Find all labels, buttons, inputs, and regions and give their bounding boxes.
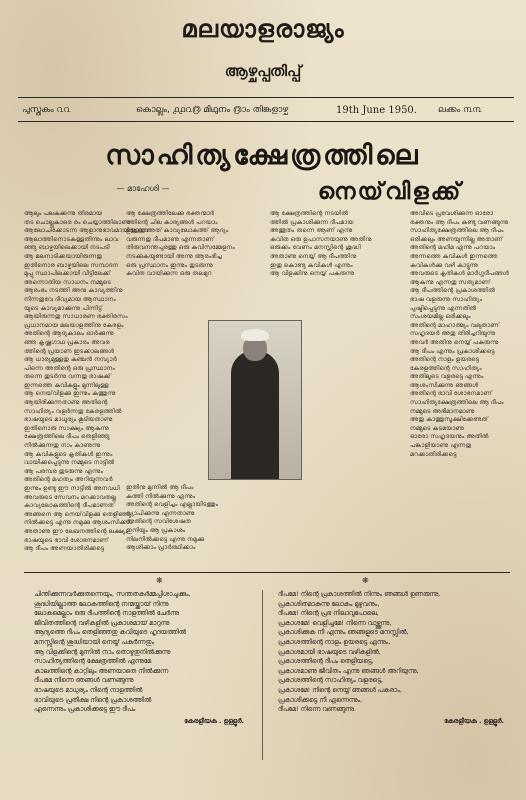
- article-text-line: അങ്ങനെ ആ നെയ്‌വിളക്കു തെളിഞ്ഞു: [24, 510, 131, 518]
- article-text-line: ആ ദീപം അണയാതിരിക്കട്ടെ: [24, 545, 105, 553]
- poem-line: ദീപമേ! നിന്റെ പ്രഭ നിലാവുപോലെ,: [278, 609, 379, 618]
- article-text-line: ത്തിന്റെ പ്രയാണ ഇടക്കാലങ്ങൾ: [24, 347, 115, 355]
- poem-line: സാഹിത്യത്തിന്റെ ക്ഷേത്രത്തിൽ എന്നുമേ: [34, 657, 152, 666]
- article-text-line: അതിന്റെ മഹത്വം അറിയുന്നവർ: [24, 476, 113, 484]
- article-text-line: നമ്മുടെ അഭിമാനമാണു: [410, 407, 475, 415]
- article-text-line: ഞ്ഞ കൃഷ്ണഗാഥ പ്രകാരം അവര: [24, 338, 110, 346]
- article-text-line: ഭക്തനും ആ ദീപം കണ്ടു വണങ്ങുന്നു: [410, 218, 509, 226]
- article-text-line: വ്യാപിക്കുന്നു എന്നതാണു: [126, 509, 195, 517]
- article-text-line: തട ചൊല്ലുകാരെ രം ചെയ്യാത്തിലാണു: [24, 218, 131, 226]
- article-text-line: ഓരോ സഹൃദയനും അതിൽ: [410, 433, 489, 441]
- dateline-rule: [18, 121, 514, 122]
- article-text-line: സഹൃദയർ അതു തിരിച്ചറിയുന്നു: [410, 330, 496, 338]
- article-text-line: ആലും പലകുക്കന്നു തിരമായ: [24, 210, 103, 217]
- poem-line: പ്രകാശത്തിന്റെ ദീപം തെളിയട്ടെ,: [278, 657, 374, 666]
- article-text-line: പ്രധാനമായ മലയാളത്തിനു കേരളം: [24, 321, 124, 329]
- article-text-line: കവിത ഒരു ഉപാസനയാണു അതിനു: [270, 235, 372, 243]
- article-text-line: അവരുടെ കൃതികൾ മാർഗ്ഗദീപങ്ങൾ: [410, 270, 509, 278]
- article-text-line: ഇതിനൊരു സാക്ഷ്യം ആകുന്നു: [24, 424, 109, 432]
- article-text-line: ഒരിക്കലും അണയുന്നില്ല അതാണ്: [410, 235, 503, 243]
- poem-line: പ്രകാശിക്കട്ടെ നീ എന്നെന്നും,: [278, 695, 363, 704]
- poem-line: ആദ്യത്തെ ദീപം തെളിഞ്ഞതു കവിയുടെ ഹൃദയത്തിൽ: [34, 628, 186, 637]
- article-text-line: വായിക്കപ്പെടുന്നു നമ്മുടെ നാട്ടിൽ: [24, 459, 115, 467]
- article-text-line: കത്തി നിൽക്കുന്നു എന്നും: [126, 492, 196, 500]
- article-text-line: അവരുടെ സേവനം മറക്കാവതല്ല: [24, 493, 117, 501]
- poem-divider: [262, 590, 263, 760]
- poem-line: ചിന്തിക്കുന്നവർക്കുതന്നെയും, സന്തതകർമ്മപ്പിശാചുക്കും,: [34, 590, 191, 598]
- article-text-line: ആ ധാര്യമുള്ളതു കുഞ്ചൻ നമ്പ്യാർ: [24, 356, 117, 364]
- article-text-line: സംശയമില്ല ഒരിക്കലും: [410, 313, 471, 321]
- poem-line: ആ വിളക്കിന്റെ മുന്നിൽ നാം തൊഴുതുനിൽക്കുന്നു: [34, 647, 171, 656]
- poem-line: പ്രകാശത്തിന്റെ നാളം ഉയരട്ടെ എന്നും,: [278, 637, 391, 646]
- poem-line: ഭാവിയുടെ പ്രതീക്ഷ നിന്റെ പ്രകാശത്തിൽ: [34, 695, 152, 704]
- article-text-line: കവിത വായിക്കുന്ന ഒരു തലമുറ: [126, 270, 212, 278]
- article-text-line: തന്നെ തുടർന്നു വന്നതു ഭാഷക്ക്: [24, 373, 111, 381]
- article-text-line: ക്ഷേത്രത്തിലെ ദീപം തെളിഞ്ഞു: [24, 433, 110, 441]
- article-text-line: പങ്കാളിയാണു എന്നതു: [410, 442, 472, 450]
- poem-signature: കേരളീയക . ഉള്ളൂർ.: [444, 716, 504, 725]
- top-rule: [18, 97, 514, 98]
- ornament-right: ❋: [362, 576, 369, 585]
- poem-line: ഭാഷയുടെ മാധുര്യം നിന്റെ നാളത്തിൽ: [34, 685, 143, 694]
- poem-line: പ്രകാശമേ! വെളിച്ചമേ! നിന്നെ വാഴ്ത്തുന്നു,: [278, 618, 392, 627]
- article-text-line: ആശംസിക്കുന്നു ഞങ്ങൾ: [410, 381, 479, 389]
- article-text-line: അതിന്റെ സവിശേഷത: [126, 518, 191, 526]
- article-text-line: മുപ്പു സ്ഥാപിലക്കായി വീട്ടിലേക്ക്: [24, 270, 111, 278]
- english-date: 19th June 1950.: [336, 105, 417, 116]
- poem-line: കാലത്തിന്റെ കാറ്റിലും അണയാതെ നിൽക്കുന്ന: [34, 666, 169, 675]
- article-text-line: ആ മലനാടിക്കയായിരുന്നതു: [24, 252, 103, 260]
- article-text-line: ആ ദീപത്തിന്റെ പ്രകാശത്തിൽ: [410, 287, 496, 295]
- article-text-line: അത്ഭുതം തന്നെ ആണ് എന്നു: [270, 227, 353, 235]
- article-text-line: ഇതിനു മുന്നിൽ ആ ദീപം: [126, 484, 194, 491]
- article-text-line: അവിടെ പ്രവേശിക്കുന്ന ഓരോ: [410, 210, 494, 217]
- article-text-line: ഇതു കൊണ്ടു കവികൾ എന്നും: [270, 261, 353, 269]
- article-column-5: [126, 484, 404, 562]
- article-text-line: കേരളത്തിന്റെ സാഹിത്യം: [410, 364, 482, 372]
- article-column-2: [126, 210, 264, 290]
- article-text-line: പിന്നെ അതിന്റെ ഒരു പ്രസ്ഥാനം: [24, 364, 115, 372]
- article-text-line: അവർ അതിനു നെയ്യ് പകരുന്നു: [410, 338, 499, 346]
- ornament-left: ❋: [156, 576, 163, 585]
- article-column-3: [270, 210, 404, 290]
- poem-line: പ്രകാശിതമാകുന്നു ലോകം മുഴുവനും,: [278, 599, 380, 608]
- article-text-line: ആശിക്കാം പ്രാർത്ഥിക്കാം: [126, 544, 196, 552]
- article-text-line: ആ ക്ഷേത്രത്തിന്റെ നടയിൽ: [270, 210, 349, 217]
- article-text-line: മറക്കാതിരിക്കട്ടെ: [410, 450, 457, 458]
- article-text-line: അതിന്റെ മഹിമ എന്നു പറയാം: [410, 244, 496, 252]
- article-text-line: ഇന്നും ഉണ്ടു ഈ നാട്ടിൽ അനവധി: [24, 485, 120, 492]
- poem-line: പ്രകാശമായി ഭാഷയുടെ വഴികളിൽ,: [278, 647, 381, 656]
- article-text-line: ഉള്ളതു അത് കാവ്യലോകത്ത് ആദ്യം: [126, 227, 229, 235]
- article-text-line: അതിന്റെ വെളിച്ചം എല്ലായിടത്തും: [126, 501, 218, 509]
- article-text-line: നിന്നതുവേ ദിവ്യമായ ആസ്ഥാനം: [24, 295, 116, 303]
- article-text-line: അതാണു ഈ ലേഖനത്തിന്റെ ലക്ഷ്യം: [24, 527, 128, 535]
- article-text-line: ഭാഷ വളരുന്നു സാഹിത്യം: [410, 295, 483, 303]
- article-text-line: അതാണു നെയ്യ് ആ ദീപത്തിനു: [270, 252, 357, 260]
- article-byline: — മാഹേശി —: [116, 184, 170, 193]
- article-text-line: തിരുവനന്തപുരത്തു ഒരു കവിസമ്മേളനം: [126, 244, 235, 252]
- poem-line: മനസ്സിന്റെ ശുദ്ധിയായി നെയ്യ് പകർന്നതും: [34, 637, 155, 646]
- poem-line: പ്രകാശിക്കുക നീ എന്നും ഞങ്ങളുടെ മനസ്സിൽ,: [278, 628, 409, 637]
- poem-line: ലോകമെല്ലാം ഒരു ദീപത്തിന്റെ നാളത്തിൽ ചേർന്നു: [34, 609, 179, 618]
- poem-signature: കേരളീയക . ഉള്ളൂർ.: [184, 716, 244, 725]
- poem-rule: [24, 572, 510, 573]
- article-text-line: നിൽക്കട്ടെ എന്നു നമുക്കു ആശംസിക്കാം: [24, 519, 133, 527]
- article-text-line: അതിന്റെ നാളം ഉയരട്ടെ: [410, 356, 480, 364]
- masthead-title: മലയാളരാജ്യം: [181, 14, 345, 43]
- article-column-1: [24, 210, 149, 562]
- article-text-line: ആ ദീപം എന്നും പ്രകാശിക്കട്ടെ: [410, 347, 495, 355]
- article-text-line: അതിന്റെ ആദ്യകാലം ഓർക്കുന്നു: [24, 330, 114, 338]
- volume-label: പുസ്തകം ൨൨: [22, 105, 71, 115]
- poem-line: ദീപമേ! നിന്റെ പ്രകാശത്തിൽ നിന്നും ഞങ്ങൾ ഉണരുന്നു,: [278, 590, 441, 598]
- poem-line: പ്രകാശമാണു ജീവിതം എന്നു ഞങ്ങൾ അറിയുന്നു,: [278, 666, 419, 675]
- article-text-line: ഇന്നത്തെ കവികളും മുന്നിലുള്ള: [24, 381, 109, 389]
- article-text-line: ആയിരിക്കുന്നതാണു അതിന്റെ: [24, 399, 108, 407]
- article-text-line: ആ വിളക്കിനു നെയ്യ് പകരുന്നു: [270, 270, 355, 278]
- article-text-line: ആയിരുന്നതു സാധാരണ ഭക്തിരസം: [24, 313, 128, 321]
- article-text-line: പുഷ്ടിപ്പെടുന്നു എന്നതിൽ: [410, 304, 477, 312]
- article-text-line: നിലനിൽക്കട്ടെ എന്നു നമുക്കു: [126, 535, 205, 543]
- article-text-line: വരുന്നതു ദീപമാണു എന്നതാണ്: [126, 235, 215, 243]
- article-text-line: അതു കാത്തുസൂക്ഷിക്കേണ്ടത്: [410, 416, 488, 424]
- article-text-line: നമ്മുടെ കടമയാണു: [410, 424, 465, 432]
- article-text-line: ഭാഷയുടെ മാധുര്യം കൂടിയതാണു: [24, 416, 113, 424]
- poem-line: എന്നെന്നും പ്രകാശിക്കട്ടെ ഈ ദീപം: [34, 705, 136, 714]
- article-text-line: ത്തിന്റെ ചില കാര്യങ്ങൾ പറയാം: [126, 218, 218, 226]
- article-text-line: സാഹിത്യം വളർന്നതു കേരളത്തിൽ: [24, 407, 122, 415]
- article-text-line: യുടെ കാവ്യമാക്കുന്നു പിന്നിട്ട്: [24, 304, 103, 312]
- article-text-line: ഭാഷയുടെ ഭാവി ശോഭനമാണ്: [24, 536, 109, 544]
- poem-left: [34, 590, 244, 726]
- article-text-line: ത്തിൽ പ്രകാശിക്കുന്ന ദീപമായ: [270, 218, 354, 226]
- article-column-4: [410, 210, 510, 470]
- poem-line: ജീവിതത്തിന്റെ വഴികളിൽ പ്രകാശമായ് മാറുന്നു: [34, 618, 170, 627]
- dateline: [18, 103, 514, 119]
- article-text-line: ആകുന്നു എന്നതു സത്യമാണ്: [410, 278, 491, 286]
- article-text-line: അതിന്റെ ഭാവി ശോഭനമാണ്: [410, 390, 492, 398]
- article-text-line: ആ ക്ഷേത്രത്തിലേക്കു ഭക്തന്മാർ: [126, 210, 215, 217]
- article-text-line: അന്നത്തെ കവികൾ ഇന്നത്തെ: [410, 252, 498, 260]
- article-text-line: ആലോചിക്കോടന്ന ആളാനുഭാവമായിനു ഒരു: [24, 227, 149, 235]
- article-text-line: ആ പരമ്പര തുടരുന്നു എന്നും: [24, 467, 103, 475]
- portrait-photo: [208, 320, 302, 480]
- article-text-line: ആ കവികളുടെ കൃതികൾ ഇന്നും: [24, 450, 113, 458]
- article-text-line: സാഹിത്യക്ഷേത്രത്തിലെ ആ ദീപം: [410, 227, 504, 235]
- issue-label: ലക്കം ൩൩: [438, 105, 482, 115]
- poem-line: പ്രകാശത്തിന്റെ സാഹിത്യം വളരട്ടെ,: [278, 676, 383, 685]
- article-text-line: ആലാത്തിനൊടകള്ളതിന്നും ലാവ: [24, 235, 119, 243]
- article-text-line: ഒരുക്കം വേണം മനസ്സിന്റെ ശുദ്ധി: [270, 244, 361, 252]
- article-text-line: കവികൾക്കു വഴി കാട്ടുന്നു: [410, 261, 479, 269]
- article-text-line: ഞ്ഞു ബാഴ്ചയിലെക്കായി നടപടി: [24, 244, 110, 252]
- poem-right: [278, 590, 504, 726]
- place-date-label: കൊല്ലം, ൧൧൨൫ മിഥുനം ൫ാം തിങ്കളാഴ്ച: [136, 105, 289, 115]
- article-text-line: നടക്കുകയുണ്ടായി അന്നു ആരംഭിച്ച: [126, 252, 222, 260]
- poem-line: ശുദ്ധിയില്ലാത്ത ലോകത്തിന്റെ നന്മയ്ക്കായ് നിന്നു: [34, 599, 169, 608]
- article-text-line: ഒരു പ്രസ്ഥാനം ഇന്നും തുടരുന്നു: [126, 261, 213, 269]
- article-text-line: അതിന്റെ മാഹാത്മ്യം വലുതാണ്: [410, 321, 500, 329]
- article-text-line: ഇതിനൊര ബാഴ്ചയിലെ സമ്പാദന: [24, 261, 119, 269]
- article-title-line2: നെയ്‌വിളക്ക്: [317, 178, 463, 205]
- article-text-line: കാവ്യലോകത്തിന്റെ ദീപമാണത്: [24, 502, 115, 510]
- article-text-line: ആ നെയ്‌വിളക്കു ഇന്നും കത്തുന്നു: [24, 390, 116, 398]
- article-text-line: അതിലൂടെ വളരട്ടെ എന്നും: [410, 373, 484, 381]
- article-text-line: ആരംഭം നടത്തി അനു കാവ്യത്തിനു: [24, 287, 123, 295]
- poem-line: ദീപമേ നിന്നെ ഞങ്ങൾ വണങ്ങുന്നു: [34, 676, 134, 685]
- article-text-line: ഇനിയും ആ പ്രകാശം: [126, 526, 186, 534]
- article-text-line: നിൽക്കുന്നതു നാം കാണുന്നു: [24, 442, 101, 450]
- poem-line: പ്രകാശമേ! നിന്റെ നെയ്യ് ഞങ്ങൾ പകരാം,: [278, 685, 402, 694]
- masthead-subtitle: ആഴ്ചപ്പതിപ്പ്: [224, 62, 302, 80]
- article-title-line1: സാഹിത്യക്ഷേത്രത്തിലെ: [105, 140, 421, 171]
- poem-line: ദീപമേ! നിന്നെ വണങ്ങുന്നു.: [278, 705, 357, 714]
- article-text-line: സാഹിത്യക്ഷേത്രത്തിലെ ആ ദീപം: [410, 399, 504, 407]
- article-text-line: അന്നൊതിയ സാധനം നമ്മുടെ: [24, 278, 111, 286]
